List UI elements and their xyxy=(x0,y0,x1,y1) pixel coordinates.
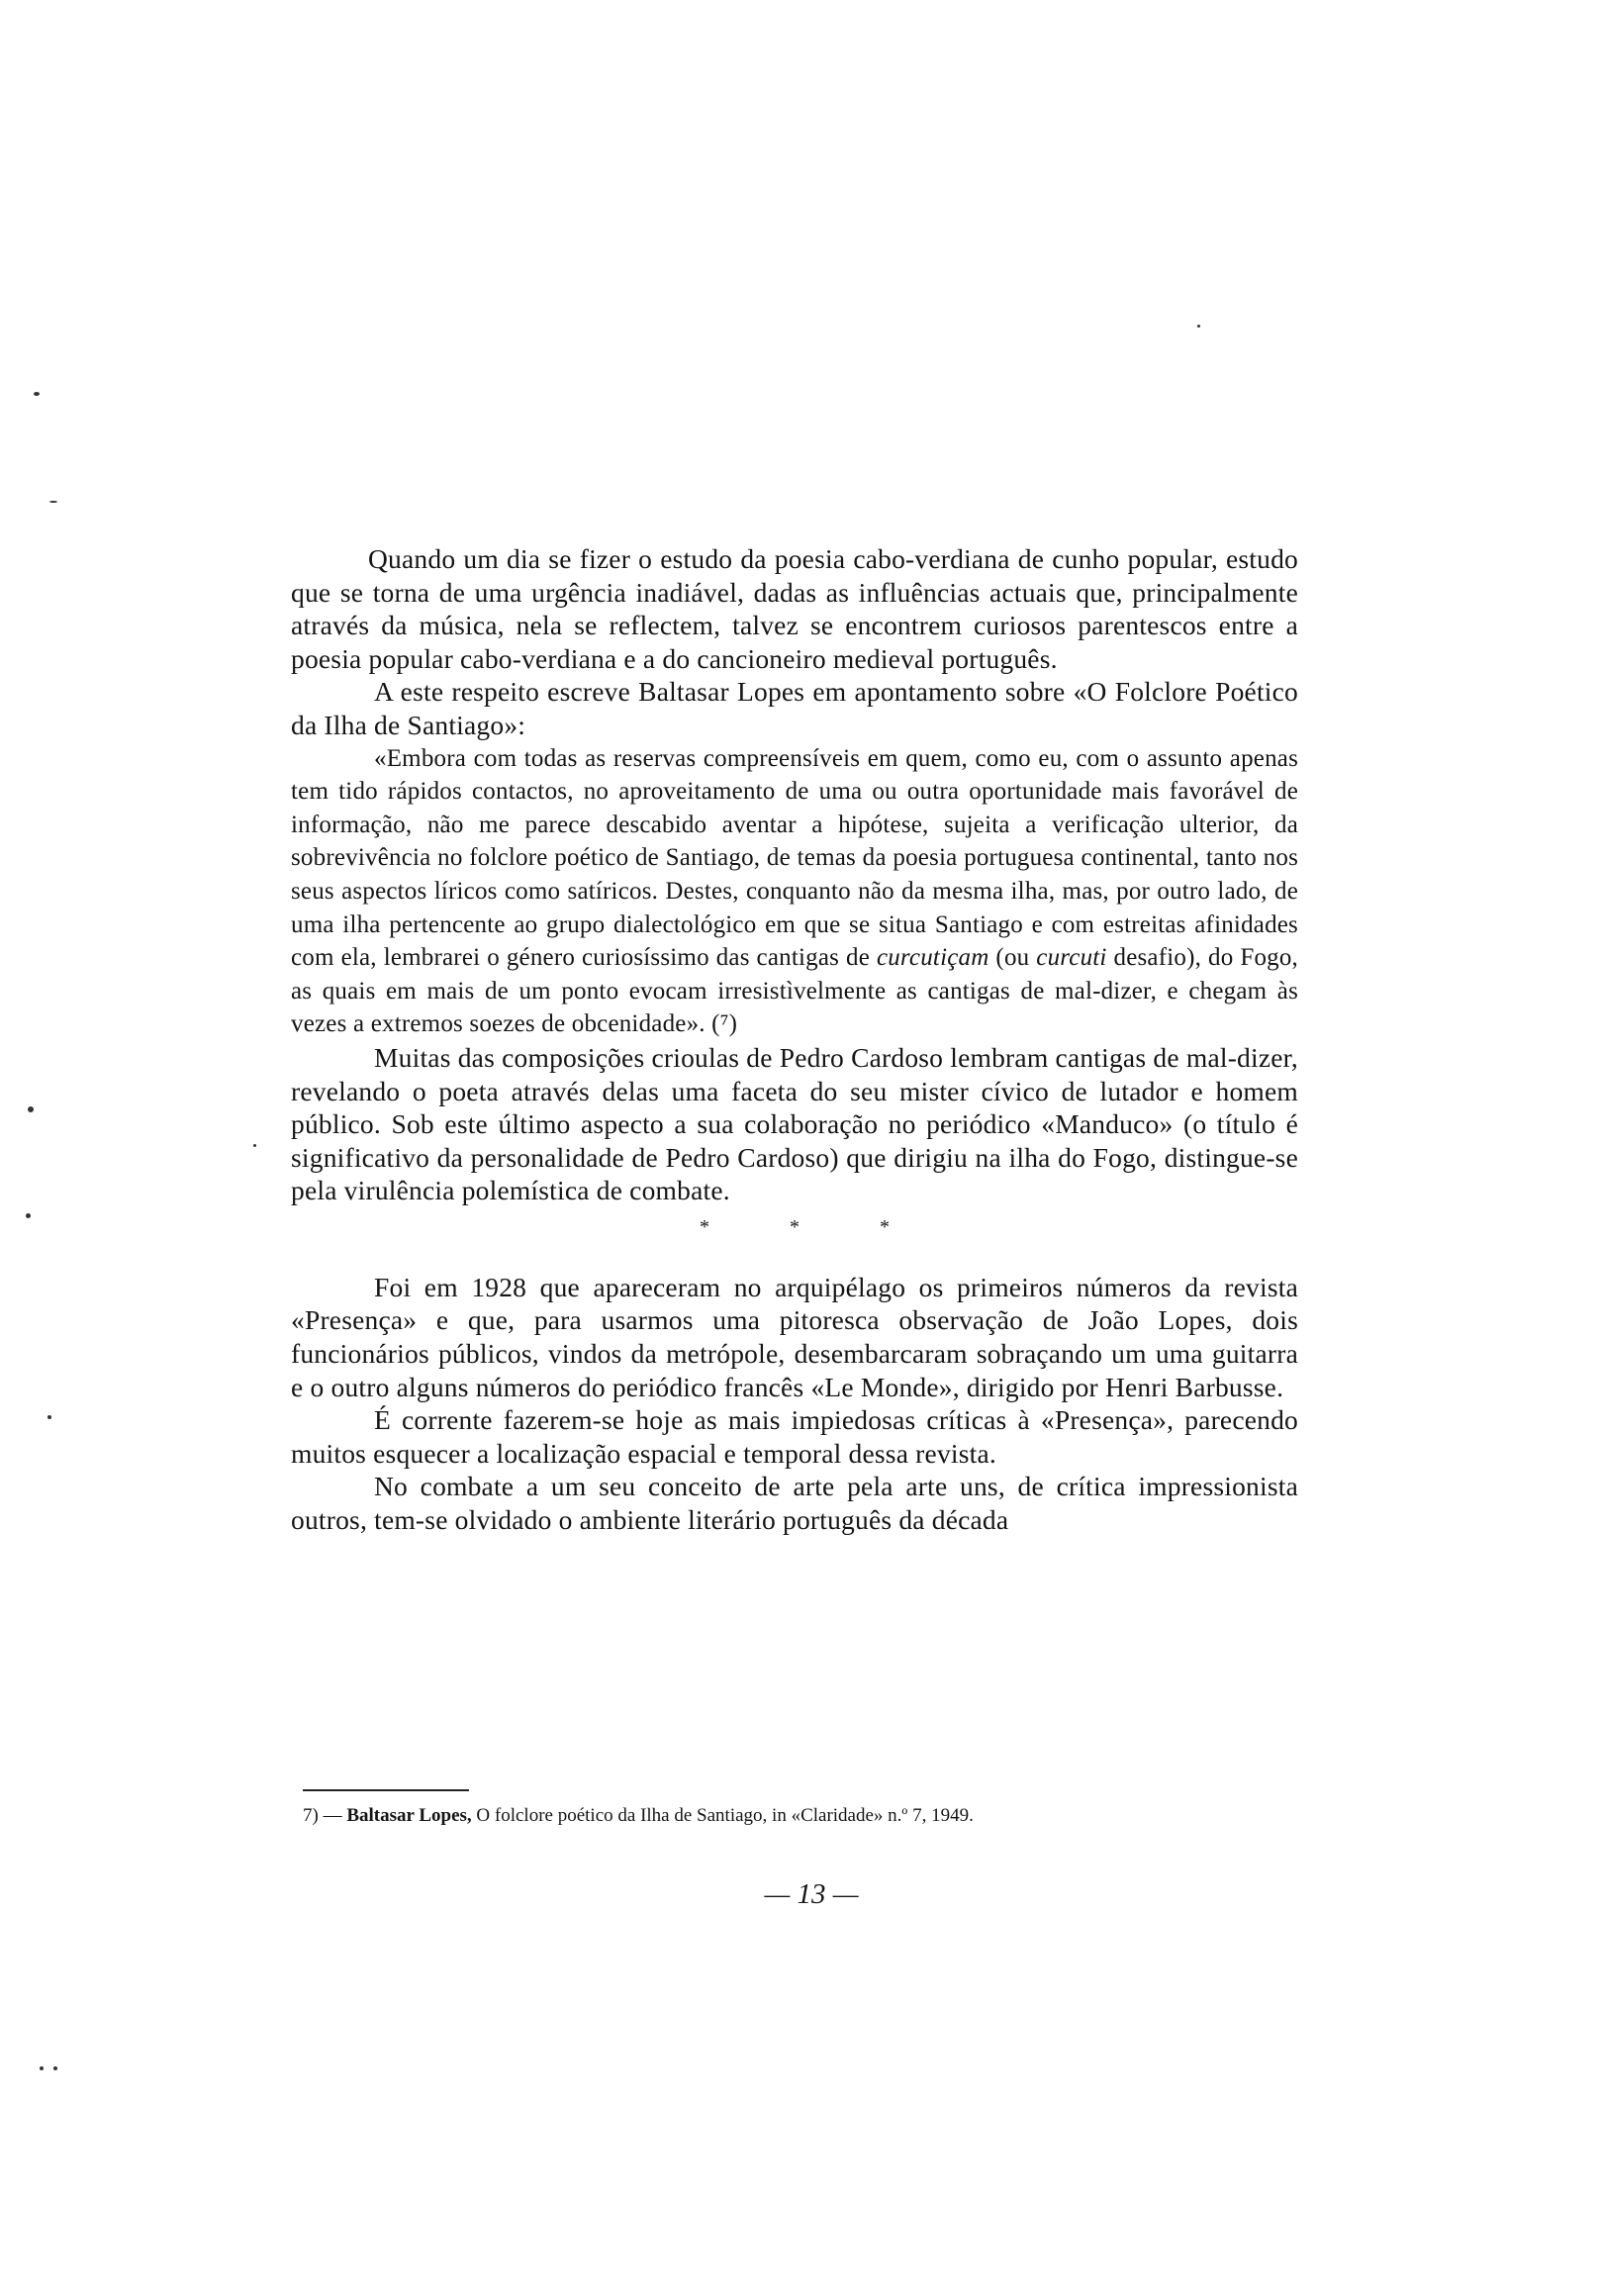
paragraph: É corrente fazerem-se hoje as mais impiedosas críticas à «Presença», parecendo muitos esquecer a localização espacial e temporal dessa revista. xyxy=(291,1404,1298,1469)
scan-speck xyxy=(34,392,40,396)
emphasized-term: curcutiçam xyxy=(876,944,989,972)
footnote-author: Baltasar Lopes, xyxy=(346,1805,472,1826)
paragraph: Quando um dia se fizer o estudo da poesia cabo-verdiana de cunho popular, estudo que se torna de uma urgência inadiável, dadas as influências actuais que, principalmente através da música, nela se reflectem, talvez se encontrem curiosos parentescos entre a poesia popular cabo-verdiana e a do cancioneiro medieval português. xyxy=(291,543,1298,674)
block-quote xyxy=(291,742,1298,1041)
scan-speck xyxy=(49,501,57,503)
paragraph: Muitas das composições crioulas de Pedro Cardoso lembram cantigas de mal-dizer, revelando o poeta através delas uma faceta do seu mister cívico de lutador e homem público. Sob este último aspecto a sua colaboração no periódico «Manduco» (o título é significativo da personalidade de Pedro Cardoso) que dirigiu na ilha do Fogo, distingue-se pela virulência polemística de combate. xyxy=(291,1041,1298,1206)
footnote-marker: 7) — xyxy=(303,1805,342,1826)
paragraph: No combate a um seu conceito de arte pela arte uns, de crítica impressionista outros, tem-se olvidado o ambiente literário português da década xyxy=(291,1471,1298,1536)
paragraph: Foi em 1928 que apareceram no arquipélago os primeiros números da revista «Presença» e que, para usarmos uma pitoresca observação de João Lopes, dois funcionários públicos, vindos da metrópole, desembarcaram sobraçando um uma guitarra e o outro alguns números do periódico francês «Le Monde», dirigido por Henri Barbusse. xyxy=(291,1271,1298,1402)
footnote-divider xyxy=(303,1789,469,1791)
quote-text: (ou xyxy=(988,944,1037,972)
quote-text: desafio), do Fogo, as quais em mais de um ponto evocam irresistìvelmente as cantigas de mal-dizer, e chegam às vezes a extremos soezes de obcenidade». (⁷) xyxy=(291,944,1298,1038)
scan-speck xyxy=(47,1415,51,1419)
paragraph: A este respeito escreve Baltasar Lopes em apontamento sobre «O Folclore Poético da Ilha de Santiago»: xyxy=(291,676,1298,740)
section-separator: * * * xyxy=(700,1215,927,1238)
scan-speck xyxy=(253,1144,256,1147)
body-text xyxy=(291,542,1298,1537)
scan-speck xyxy=(40,2066,44,2070)
scan-speck xyxy=(26,1213,31,1218)
page-number: — 13 — xyxy=(764,1878,859,1910)
footnote-text: O folclore poético da Ilha de Santiago, in «Claridade» n.º 7, 1949. xyxy=(476,1805,974,1826)
scan-speck xyxy=(1197,325,1200,328)
quote-text: «Embora com todas as reservas compreensíveis em quem, como eu, com o assunto apenas tem tido rápidos contactos, no aproveitamento de uma ou outra oportunidade mais favorável de informação, não me parece descabido aventar a hipótese, sujeita a verificação ulterior, da sobrevivência no folclore poético de Santiago, de temas da poesia portuguesa continental, tanto nos seus aspectos líricos como satíricos. Destes, conquanto não da mesma ilha, mas, por outro lado, de uma ilha pertencente ao grupo dialectológico em que se situa Santiago e com estreitas afinidades com ela, lembrarei o género curiosíssimo das cantigas de xyxy=(291,744,1298,972)
emphasized-term: curcuti xyxy=(1036,944,1107,972)
scan-speck xyxy=(53,2066,57,2070)
footnote xyxy=(303,1803,1292,1829)
scan-speck xyxy=(28,1106,34,1112)
